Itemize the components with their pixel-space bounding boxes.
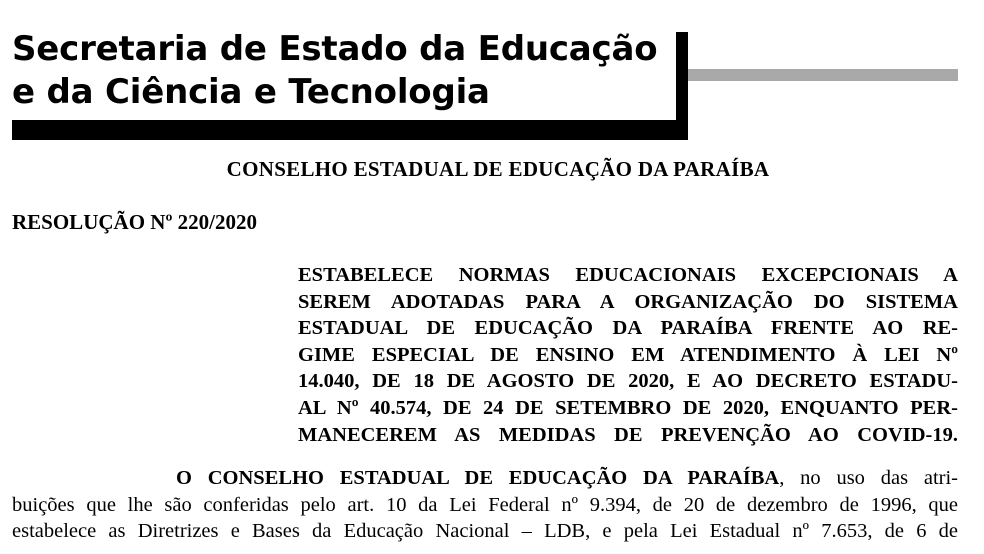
letterhead-title [12,28,657,114]
resolution-summary [298,262,958,448]
body-text-fragment: , no uso das atri- [779,467,958,489]
summary-line: ESTADUAL DE EDUCAÇÃO DA PARAÍBA FRENTE AO RE- [298,317,958,340]
summary-line: 14.040, DE 18 DE AGOSTO DE 2020, E AO DECRETO ESTADU- [298,370,958,393]
body-line: buições que lhe são conferidas pelo art. 10 da Lei Federal nº 9.394, de 20 de dezembro de 1996, que [12,493,958,516]
letterhead-title-line-2: e da Ciência e Tecnologia [12,72,490,112]
body-line [12,465,958,492]
summary-line: SEREM ADOTADAS PARA A ORGANIZAÇÃO DO SISTEMA [298,290,958,313]
letterhead-title-line-1: Secretaria de Estado da Educação [12,29,658,69]
letterhead-bottom-rule [12,120,688,140]
council-heading: CONSELHO ESTADUAL DE EDUCAÇÃO DA PARAÍBA [226,157,770,181]
body-council-name: O CONSELHO ESTADUAL DE EDUCAÇÃO DA PARAÍBA [176,467,780,489]
summary-line: ESTABELECE NORMAS EDUCACIONAIS EXCEPCIONAIS A [298,264,958,286]
letterhead-grey-bar [688,69,958,81]
summary-line: MANECEREM AS MEDIDAS DE PREVENÇÃO AO COVID-19. [298,423,958,446]
resolution-body [12,465,958,545]
summary-line: GIME ESPECIAL DE ENSINO EM ATENDIMENTO À LEI Nº [298,343,958,366]
summary-line: AL Nº 40.574, DE 24 DE SETEMBRO DE 2020, ENQUANTO PER- [298,396,958,419]
resolution-number: RESOLUÇÃO Nº 220/2020 [12,210,257,234]
body-line: estabelece as Diretrizes e Bases da Educação Nacional – LDB, e pela Lei Estadual nº 7.653, de 6 de [12,520,958,543]
